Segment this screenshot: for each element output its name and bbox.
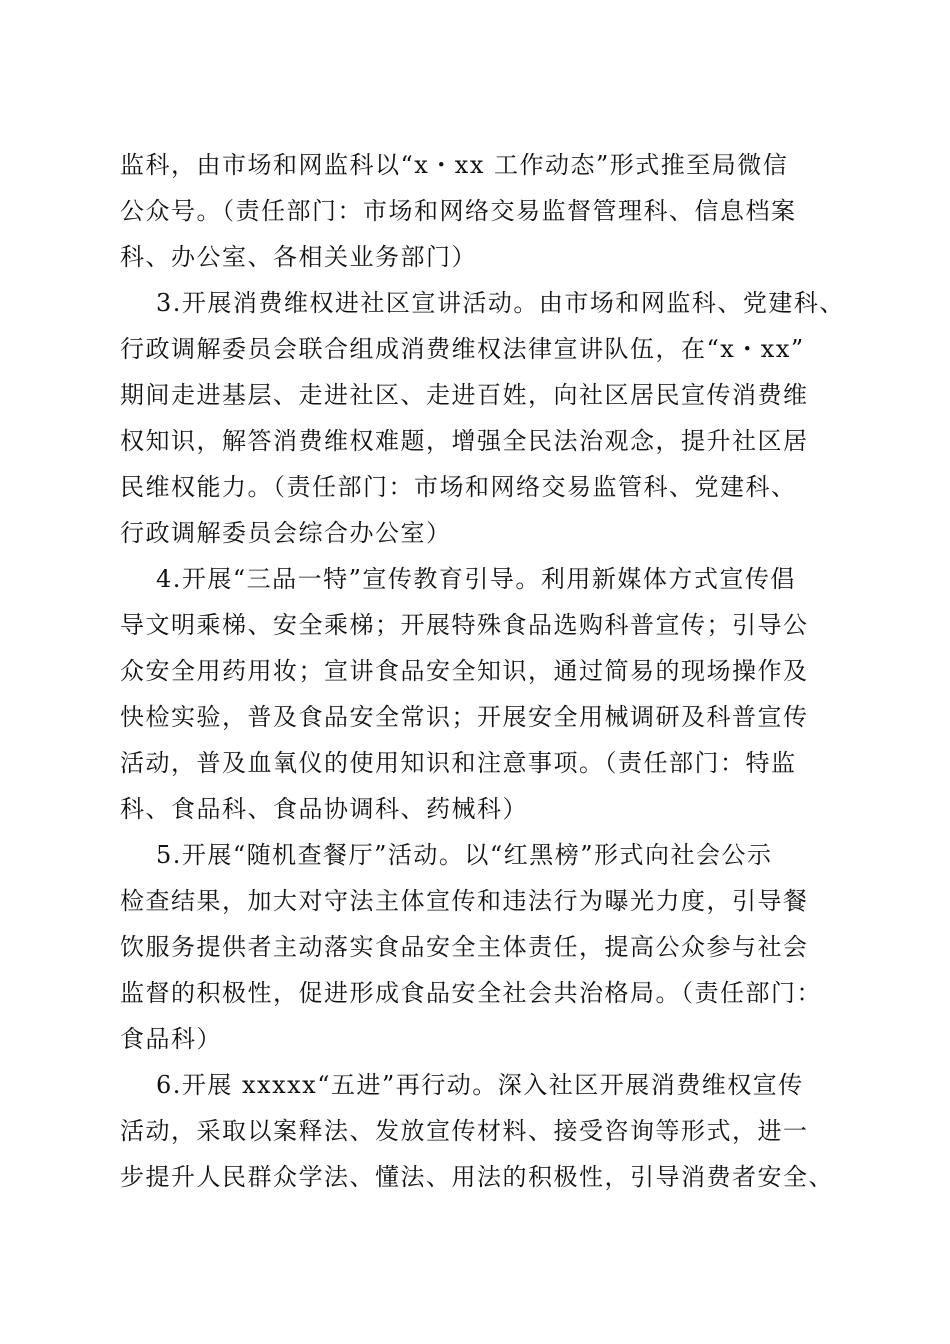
text-line: 饮服务提供者主动落实食品安全主体责任，提高公众参与社会 <box>120 933 809 961</box>
text-line: 快检实验，普及食品安全常识；开展安全用械调研及科普宣传 <box>120 703 809 731</box>
text-line: 众安全用药用妆；宣讲食品安全知识，通过简易的现场操作及 <box>120 657 809 685</box>
text-line: 活动，采取以案释法、发放宣传材料、接受咨询等形式，进一 <box>120 1117 809 1145</box>
text-line: 公众号。（责任部门：市场和网络交易监督管理科、信息档案 <box>120 197 797 225</box>
text-line: 期间走进基层、走进社区、走进百姓，向社区居民宣传消费维 <box>120 381 809 409</box>
text-line: 科、食品科、食品协调科、药械科） <box>120 795 528 823</box>
item-4-heading-line: 4.开展“三品一特”宣传教育引导。利用新媒体方式宣传倡 <box>156 565 796 593</box>
text-line: 检查结果，加大对守法主体宣传和违法行为曝光力度，引导餐 <box>120 887 809 915</box>
text-line: 行政调解委员会综合办公室） <box>120 519 452 547</box>
text-line: 监督的积极性，促进形成食品安全社会共治格局。（责任部门： <box>120 979 822 1007</box>
item-5-heading-line: 5.开展“随机查餐厅”活动。以“红黑榜”形式向社会公示 <box>156 841 773 869</box>
text-line: 食品科） <box>120 1025 222 1053</box>
text-line: 权知识，解答消费维权难题，增强全民法治观念，提升社区居 <box>120 427 809 455</box>
item-3-heading-line: 3.开展消费维权进社区宣讲活动。由市场和网监科、党建科、 <box>156 289 845 317</box>
text-line: 民维权能力。（责任部门：市场和网络交易监管科、党建科、 <box>120 473 797 501</box>
text-line: 行政调解委员会联合组成消费维权法律宣讲队伍，在“x・xx” <box>120 335 805 363</box>
text-line: 步提升人民群众学法、懂法、用法的积极性，引导消费者安全、 <box>120 1163 834 1191</box>
text-line: 监科，由市场和网监科以“x・xx 工作动态”形式推至局微信 <box>120 151 789 179</box>
text-line: 导文明乘梯、安全乘梯；开展特殊食品选购科普宣传；引导公 <box>120 611 809 639</box>
item-6-heading-line: 6.开展 xxxxx“五进”再行动。深入社区开展消费维权宣传 <box>156 1071 804 1099</box>
text-line: 活动，普及血氧仪的使用知识和注意事项。（责任部门：特监 <box>120 749 797 777</box>
document-body <box>120 142 845 1200</box>
text-line: 科、办公室、各相关业务部门） <box>120 243 477 271</box>
